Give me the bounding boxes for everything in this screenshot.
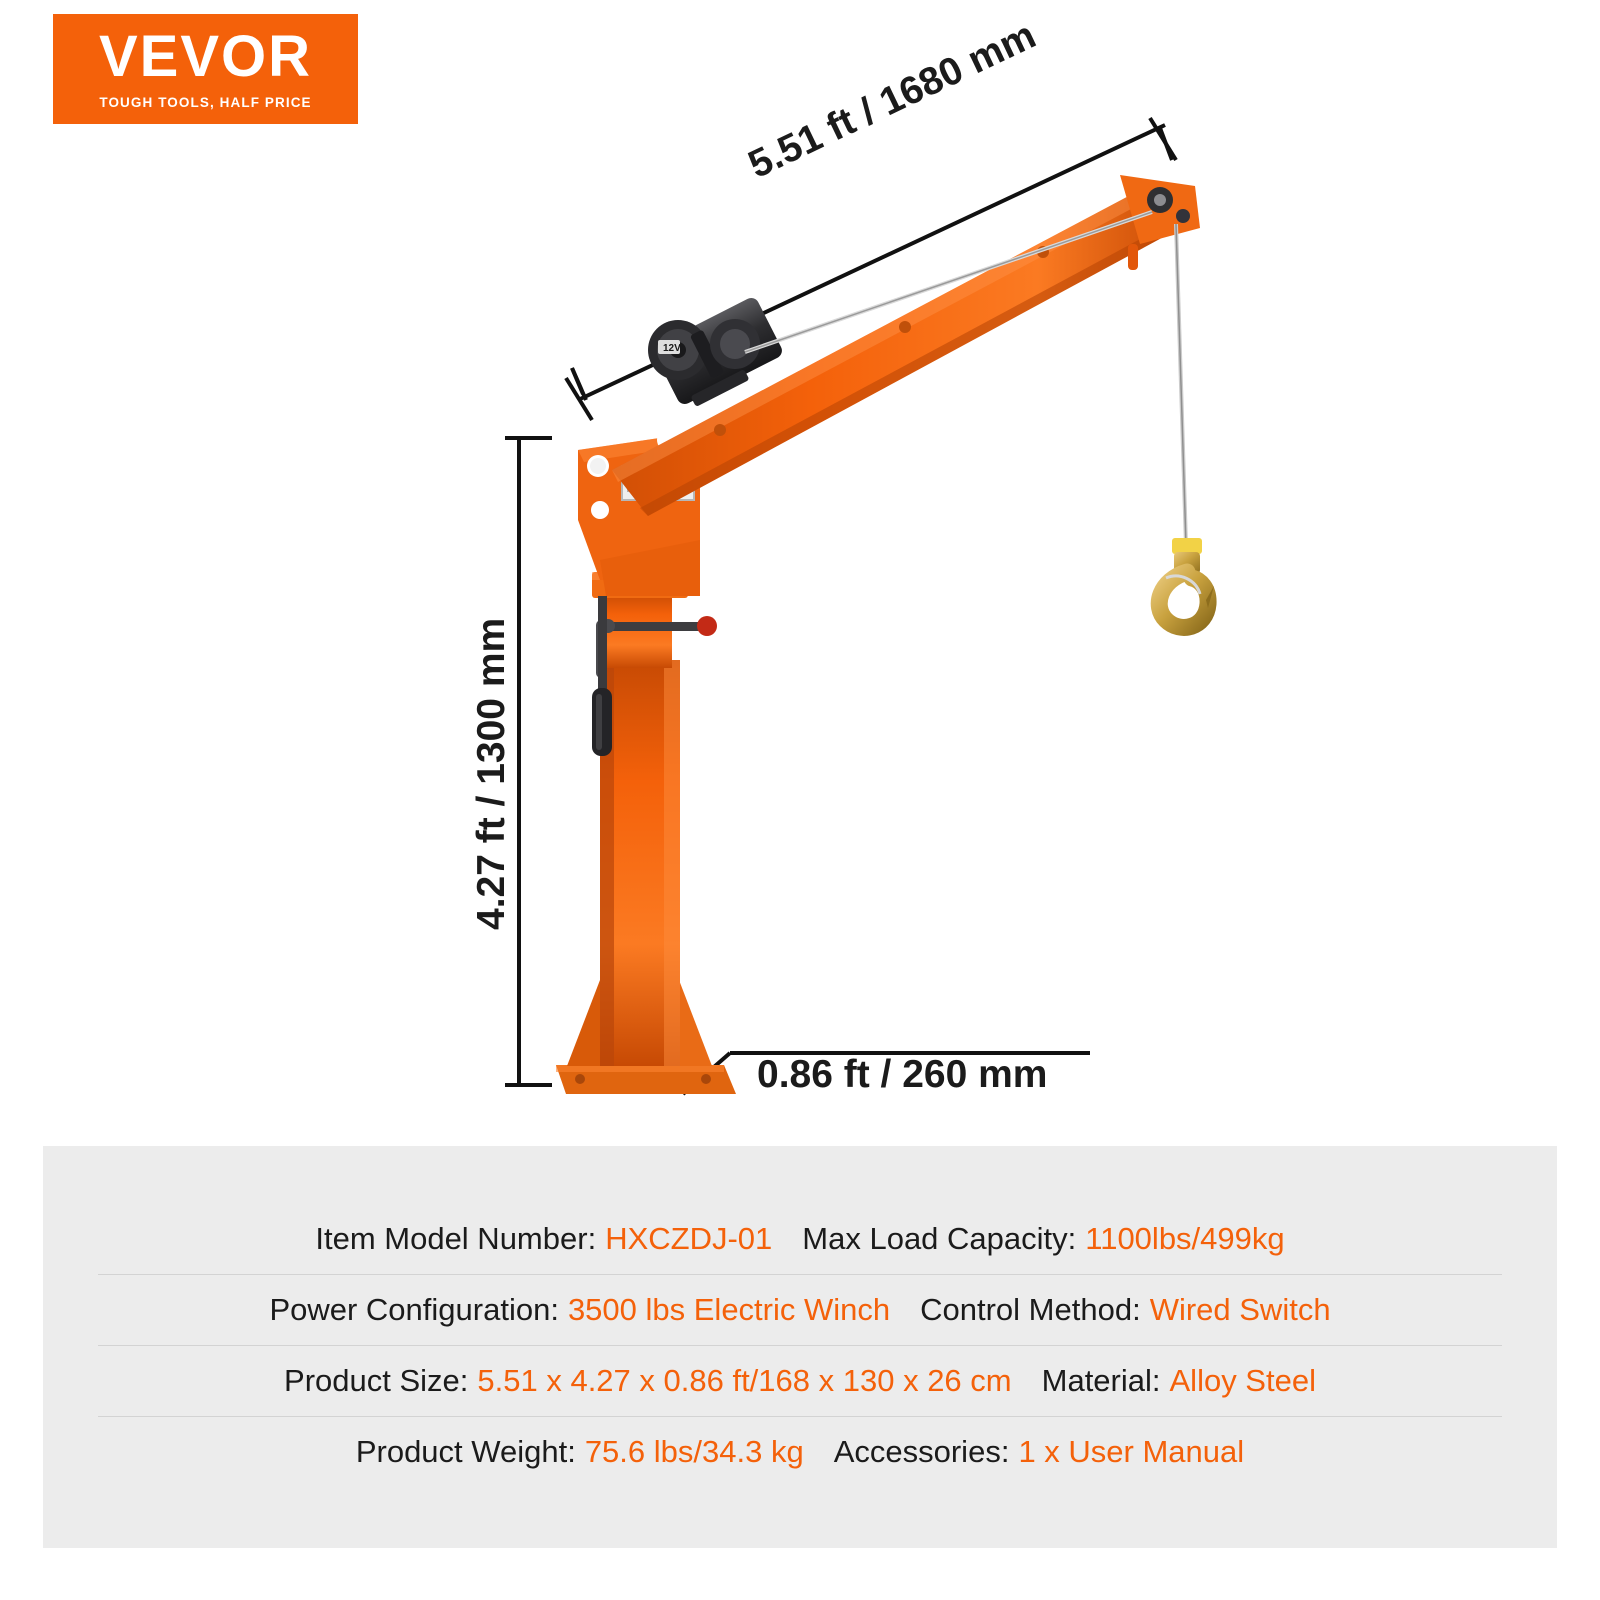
spec-pair xyxy=(269,1292,890,1328)
spec-row xyxy=(98,1417,1502,1487)
brand-tagline: TOUGH TOOLS, HALF PRICE xyxy=(99,95,312,110)
spec-key: Accessories: xyxy=(833,1434,1010,1469)
spec-pair xyxy=(834,1434,1244,1470)
spec-pair xyxy=(284,1363,1012,1399)
spec-row xyxy=(98,1204,1502,1275)
spec-value: HXCZDJ-01 xyxy=(605,1221,773,1256)
spec-key: Material: xyxy=(1041,1363,1161,1398)
dimension-label-height: 4.27 ft / 1300 mm xyxy=(470,617,513,930)
dimension-label-base: 0.86 ft / 260 mm xyxy=(757,1053,1048,1096)
spec-pair xyxy=(356,1434,804,1470)
spec-key: Control Method: xyxy=(920,1292,1141,1327)
load-hook xyxy=(1159,538,1214,627)
brand-name: VEVOR xyxy=(98,24,313,89)
spec-row xyxy=(98,1346,1502,1417)
spec-value: Wired Switch xyxy=(1149,1292,1331,1327)
spec-key: Max Load Capacity: xyxy=(802,1221,1077,1256)
spec-pair xyxy=(1042,1363,1316,1399)
spec-pair xyxy=(315,1221,772,1257)
spec-key: Item Model Number: xyxy=(315,1221,597,1256)
spec-row xyxy=(98,1275,1502,1346)
spec-value: 3500 lbs Electric Winch xyxy=(567,1292,891,1327)
crane-mast xyxy=(556,572,736,1094)
spec-value: 5.51 x 4.27 x 0.86 ft/168 x 130 x 26 cm xyxy=(477,1363,1012,1398)
winch-voltage-label: 12V xyxy=(663,343,681,354)
spec-value: 1100lbs/499kg xyxy=(1085,1221,1285,1256)
spec-key: Power Configuration: xyxy=(269,1292,559,1327)
spec-pair xyxy=(802,1221,1284,1257)
dimension-label-boom: 5.51 ft / 1680 mm xyxy=(742,13,1043,187)
specification-panel xyxy=(43,1146,1557,1548)
hook-line xyxy=(1176,224,1186,545)
spec-key: Product Weight: xyxy=(355,1434,576,1469)
spec-pair xyxy=(920,1292,1330,1328)
spec-value: Alloy Steel xyxy=(1169,1363,1316,1398)
spec-key: Product Size: xyxy=(284,1363,469,1398)
spec-value: 1 x User Manual xyxy=(1018,1434,1245,1469)
spec-value: 75.6 lbs/34.3 kg xyxy=(584,1434,804,1469)
